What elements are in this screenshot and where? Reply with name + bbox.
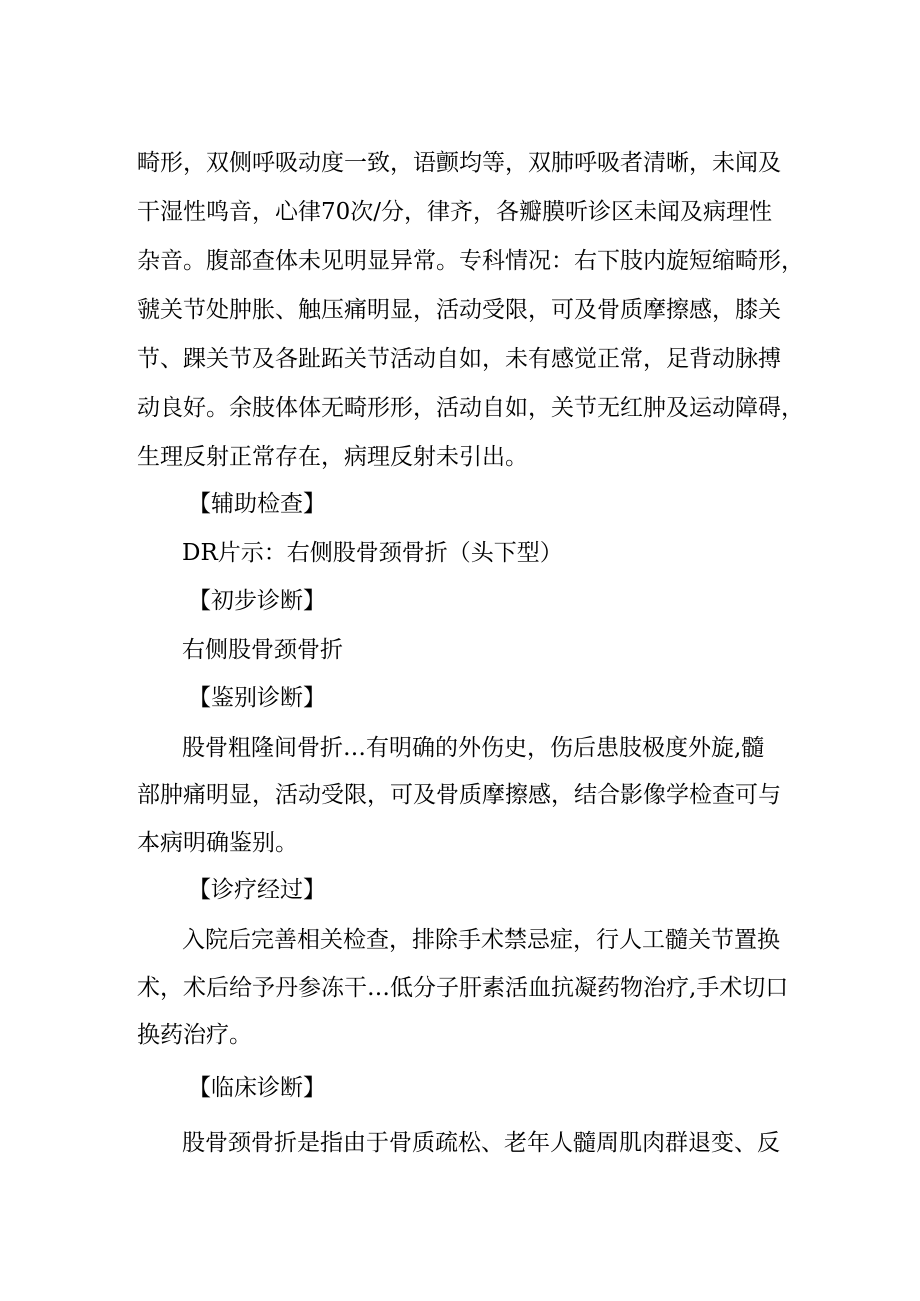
treatment-line-2: 术，术后给予丹参冻干…低分子肝素活血抗凝药物治疗,手术切口 xyxy=(137,975,789,1001)
treatment-line-1: 入院后完善相关检查，排除手术禁忌症，行人工髓关节置换 xyxy=(182,927,780,953)
treatment-heading: 【诊疗经过】 xyxy=(188,877,326,903)
aux-exam-heading: 【辅助检查】 xyxy=(188,491,326,517)
exam-line-6: 动良好。余肢体体无畸形形，活动自如，关节无红肿及运动障碍， xyxy=(137,395,804,421)
aux-exam-text: DR片示：右侧股骨颈骨折（头下型） xyxy=(182,540,563,566)
exam-line-7: 生理反射正常存在，病理反射未引出。 xyxy=(137,444,528,470)
initial-dx-text: 右侧股骨颈骨折 xyxy=(182,637,343,663)
diff-dx-line-3: 本病明确鉴别。 xyxy=(137,830,298,856)
exam-line-5: 节、踝关节及各趾跖关节活动自如，未有感觉正常，足背动脉搏 xyxy=(137,346,781,372)
initial-dx-heading: 【初步诊断】 xyxy=(188,588,326,614)
diff-dx-line-1: 股骨粗隆间骨折…有明确的外伤史，伤后患肢极度外旋,髓 xyxy=(182,735,765,761)
clinical-dx-line-1: 股骨颈骨折是指由于骨质疏松、老年人髓周肌肉群退变、反 xyxy=(182,1130,780,1156)
exam-line-2: 干湿性鸣音，心律70次/分，律齐，各瓣膜听诊区未闻及病理性 xyxy=(137,199,773,225)
diff-dx-line-2: 部肿痛明显，活动受限，可及骨质摩擦感，结合影像学检查可与 xyxy=(137,782,781,808)
exam-line-4: 虢关节处肿胀、触压痛明显，活动受限，可及骨质摩擦感，膝关 xyxy=(137,297,781,323)
clinical-dx-heading: 【临床诊断】 xyxy=(188,1075,326,1101)
treatment-line-3: 换药治疗。 xyxy=(137,1022,252,1048)
diff-dx-heading: 【鉴别诊断】 xyxy=(188,685,326,711)
exam-line-3: 杂音。腹部查体未见明显异常。专科情况：右下肢内旋短缩畸形， xyxy=(137,248,804,274)
exam-line-1: 畸形，双侧呼吸动度一致，语颤均等，双肺呼吸者清晰，未闻及 xyxy=(137,150,781,176)
